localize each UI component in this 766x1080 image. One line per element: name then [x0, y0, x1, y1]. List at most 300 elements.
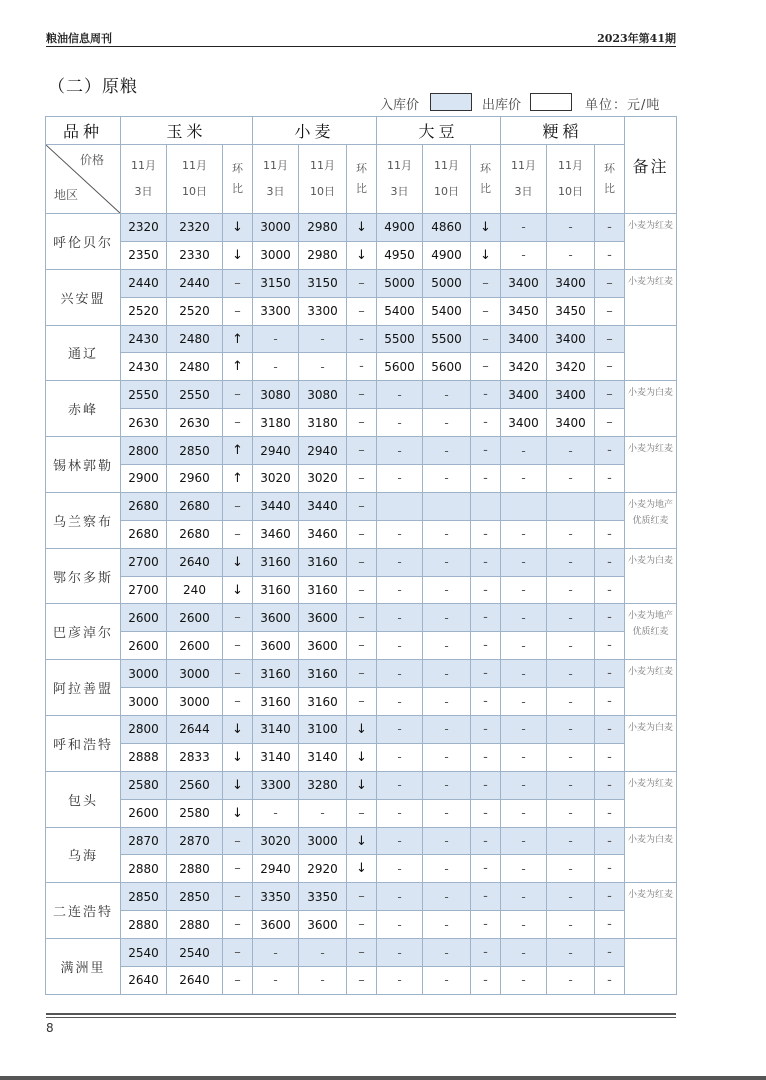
change-indicator: –: [347, 604, 377, 632]
price-cell: 2680: [121, 492, 167, 520]
price-cell: 2888: [121, 743, 167, 771]
price-cell: 3000: [253, 241, 299, 269]
price-cell: -: [377, 883, 423, 911]
price-cell: 5400: [377, 297, 423, 325]
change-indicator: -: [471, 437, 501, 465]
price-cell: -: [547, 855, 595, 883]
in-price-row: [46, 325, 677, 353]
price-cell: 3400: [547, 381, 595, 409]
note-cell: [625, 939, 677, 995]
change-indicator: -: [595, 799, 625, 827]
change-indicator: –: [223, 660, 253, 688]
price-cell: 2440: [121, 269, 167, 297]
wheat-change-header: [347, 145, 377, 214]
price-cell: -: [423, 688, 471, 716]
change-indicator: –: [347, 939, 377, 967]
price-cell: -: [423, 883, 471, 911]
change-indicator: -: [595, 214, 625, 242]
price-cell: 2880: [121, 855, 167, 883]
change-indicator: –: [347, 576, 377, 604]
price-cell: [423, 492, 471, 520]
price-cell: 2520: [167, 297, 223, 325]
change-indicator: -: [471, 632, 501, 660]
change-indicator: –: [595, 409, 625, 437]
region-name: 二连浩特: [46, 883, 121, 939]
unit-label: 单位：元/吨: [585, 98, 661, 113]
note-cell: 小麦为红麦: [625, 214, 677, 270]
price-cell: 3160: [299, 576, 347, 604]
soybean-date2-header: [423, 145, 471, 214]
change-indicator: -: [595, 465, 625, 493]
price-cell: 2440: [167, 269, 223, 297]
price-cell: 2700: [121, 576, 167, 604]
out-price-row: [46, 241, 677, 269]
price-cell: 5000: [377, 269, 423, 297]
price-cell: 3160: [299, 688, 347, 716]
price-cell: 2600: [121, 632, 167, 660]
change-indicator: ↑: [223, 353, 253, 381]
note-header: 备注: [625, 117, 677, 214]
price-cell: -: [377, 967, 423, 995]
price-cell: 2850: [167, 883, 223, 911]
price-cell: 2640: [121, 967, 167, 995]
price-cell: 2630: [167, 409, 223, 437]
change-indicator: -: [471, 716, 501, 744]
change-indicator: ↓: [347, 743, 377, 771]
change-indicator: [471, 492, 501, 520]
variety-header: 品种: [46, 117, 121, 145]
wheat-date2-header: [299, 145, 347, 214]
price-cell: -: [547, 520, 595, 548]
rice-date2-header: [547, 145, 595, 214]
wheat-date1-header: [253, 145, 299, 214]
region-name: 乌海: [46, 827, 121, 883]
change-indicator: –: [223, 297, 253, 325]
price-cell: -: [501, 465, 547, 493]
price-cell: -: [501, 799, 547, 827]
price-cell: 3440: [299, 492, 347, 520]
change-indicator: ↓: [471, 241, 501, 269]
region-name: 通辽: [46, 325, 121, 381]
change-indicator: -: [471, 827, 501, 855]
price-cell: 3160: [253, 576, 299, 604]
change-indicator: -: [595, 827, 625, 855]
change-indicator: -: [471, 771, 501, 799]
price-label: 价格: [79, 153, 104, 167]
price-cell: 2320: [167, 214, 223, 242]
change-indicator: -: [595, 716, 625, 744]
price-cell: 2880: [121, 911, 167, 939]
price-cell: 2540: [167, 939, 223, 967]
region-label: 地区: [54, 188, 79, 202]
change-indicator: –: [223, 632, 253, 660]
change-indicator: -: [595, 241, 625, 269]
price-cell: -: [377, 520, 423, 548]
region-name: 呼伦贝尔: [46, 214, 121, 270]
price-cell: -: [377, 576, 423, 604]
header-row-dates: [46, 145, 677, 214]
price-cell: -: [547, 241, 595, 269]
change-indicator: ↓: [223, 548, 253, 576]
note-cell: 小麦为白麦: [625, 548, 677, 604]
day-label: 3日: [390, 185, 409, 198]
price-cell: -: [547, 660, 595, 688]
month-label: 11月: [263, 159, 288, 172]
day-label: 3日: [134, 185, 153, 198]
price-cell: -: [501, 520, 547, 548]
price-cell: -: [423, 827, 471, 855]
price-cell: 3000: [121, 660, 167, 688]
change-indicator: –: [347, 799, 377, 827]
price-cell: 2940: [299, 437, 347, 465]
price-cell: -: [501, 437, 547, 465]
out-price-row: [46, 688, 677, 716]
price-cell: -: [299, 325, 347, 353]
month-label: 11月: [558, 159, 583, 172]
price-cell: 3300: [253, 771, 299, 799]
change-indicator: -: [471, 381, 501, 409]
bottom-bar: [0, 1076, 766, 1080]
change-indicator: –: [347, 688, 377, 716]
change-indicator: -: [595, 576, 625, 604]
note-cell: 小麦为地产优质红麦: [625, 604, 677, 660]
price-cell: 2900: [121, 465, 167, 493]
price-cell: -: [253, 353, 299, 381]
price-cell: 3600: [253, 911, 299, 939]
corn-date2-header: [167, 145, 223, 214]
change-label-top: 环: [480, 162, 491, 175]
change-indicator: -: [471, 799, 501, 827]
month-label: 11月: [511, 159, 536, 172]
month-label: 11月: [310, 159, 335, 172]
price-cell: 3420: [501, 353, 547, 381]
in-price-row: [46, 771, 677, 799]
price-cell: -: [377, 827, 423, 855]
day-label: 3日: [514, 185, 533, 198]
price-cell: -: [423, 911, 471, 939]
price-cell: -: [377, 939, 423, 967]
note-cell: [625, 325, 677, 381]
price-cell: 2640: [167, 967, 223, 995]
price-cell: [377, 492, 423, 520]
price-cell: 2833: [167, 743, 223, 771]
change-indicator: –: [223, 939, 253, 967]
out-price-legend-label: 出库价: [482, 98, 522, 113]
price-cell: 2520: [121, 297, 167, 325]
price-cell: -: [547, 688, 595, 716]
change-indicator: ↓: [223, 576, 253, 604]
change-indicator: -: [471, 688, 501, 716]
price-cell: -: [377, 604, 423, 632]
out-price-row: [46, 576, 677, 604]
price-cell: -: [423, 660, 471, 688]
price-cell: -: [547, 911, 595, 939]
price-cell: -: [501, 716, 547, 744]
change-indicator: –: [347, 520, 377, 548]
price-cell: 2880: [167, 911, 223, 939]
price-cell: -: [547, 743, 595, 771]
change-indicator: –: [595, 381, 625, 409]
change-indicator: -: [471, 520, 501, 548]
change-indicator: –: [595, 297, 625, 325]
change-indicator: ↓: [347, 716, 377, 744]
price-cell: 2850: [167, 437, 223, 465]
price-cell: -: [377, 716, 423, 744]
price-cell: 3300: [253, 297, 299, 325]
price-cell: 3400: [501, 325, 547, 353]
day-label: 10日: [434, 185, 459, 198]
price-cell: 3460: [253, 520, 299, 548]
change-label-top: 环: [604, 162, 615, 175]
price-cell: 2850: [121, 883, 167, 911]
price-cell: 3600: [299, 604, 347, 632]
change-indicator: -: [595, 604, 625, 632]
price-cell: 3080: [253, 381, 299, 409]
price-cell: 5000: [423, 269, 471, 297]
change-indicator: –: [347, 660, 377, 688]
change-indicator: –: [347, 269, 377, 297]
price-cell: 2430: [121, 325, 167, 353]
price-cell: 3000: [121, 688, 167, 716]
change-indicator: -: [471, 576, 501, 604]
price-cell: -: [253, 939, 299, 967]
price-cell: 4950: [377, 241, 423, 269]
change-indicator: -: [595, 743, 625, 771]
price-cell: 3400: [501, 381, 547, 409]
price-cell: 2350: [121, 241, 167, 269]
price-cell: 2700: [121, 548, 167, 576]
price-cell: -: [299, 967, 347, 995]
in-price-row: [46, 381, 677, 409]
price-cell: 3000: [167, 688, 223, 716]
price-cell: 2644: [167, 716, 223, 744]
price-cell: 2980: [299, 214, 347, 242]
change-indicator: -: [595, 771, 625, 799]
change-indicator: -: [595, 855, 625, 883]
note-cell: 小麦为白麦: [625, 827, 677, 883]
change-indicator: ↑: [223, 325, 253, 353]
change-indicator: –: [223, 883, 253, 911]
out-price-row: [46, 409, 677, 437]
change-indicator: –: [471, 353, 501, 381]
price-cell: 2800: [121, 716, 167, 744]
price-cell: 3600: [299, 911, 347, 939]
change-indicator: –: [223, 967, 253, 995]
note-cell: 小麦为红麦: [625, 437, 677, 493]
note-cell: 小麦为白麦: [625, 381, 677, 437]
price-cell: 4860: [423, 214, 471, 242]
change-indicator: –: [223, 911, 253, 939]
change-indicator: –: [471, 297, 501, 325]
price-cell: 3150: [253, 269, 299, 297]
change-indicator: ↓: [223, 799, 253, 827]
price-cell: -: [299, 353, 347, 381]
change-indicator: ↓: [223, 716, 253, 744]
price-cell: 3160: [253, 660, 299, 688]
footer-rule-thin: [46, 1017, 676, 1018]
header-rule: [46, 46, 676, 47]
price-cell: -: [501, 855, 547, 883]
price-cell: 2430: [121, 353, 167, 381]
change-indicator: –: [347, 632, 377, 660]
change-indicator: –: [347, 297, 377, 325]
region-name: 包头: [46, 771, 121, 827]
change-indicator: -: [347, 325, 377, 353]
grain-price-table: [45, 116, 677, 995]
price-cell: 2980: [299, 241, 347, 269]
region-name: 呼和浩特: [46, 716, 121, 772]
price-cell: 3450: [501, 297, 547, 325]
price-cell: 2680: [167, 520, 223, 548]
running-header: [46, 30, 676, 46]
region-name: 乌兰察布: [46, 492, 121, 548]
change-indicator: ↓: [347, 855, 377, 883]
price-cell: 3020: [253, 827, 299, 855]
price-cell: 3400: [501, 269, 547, 297]
price-cell: -: [547, 576, 595, 604]
change-indicator: -: [347, 353, 377, 381]
price-cell: -: [547, 799, 595, 827]
price-cell: 5600: [423, 353, 471, 381]
price-cell: 2920: [299, 855, 347, 883]
price-cell: 2680: [167, 492, 223, 520]
out-price-row: [46, 353, 677, 381]
price-cell: 3300: [299, 297, 347, 325]
change-indicator: –: [595, 269, 625, 297]
price-cell: -: [501, 660, 547, 688]
price-cell: -: [423, 548, 471, 576]
header-row-crops: [46, 117, 677, 145]
day-label: 10日: [558, 185, 583, 198]
change-indicator: –: [347, 409, 377, 437]
price-cell: 2320: [121, 214, 167, 242]
price-cell: -: [253, 799, 299, 827]
price-cell: 2630: [121, 409, 167, 437]
region-name: 鄂尔多斯: [46, 548, 121, 604]
price-cell: 2800: [121, 437, 167, 465]
change-indicator: -: [471, 883, 501, 911]
price-cell: -: [377, 381, 423, 409]
out-price-row: [46, 465, 677, 493]
price-cell: 3160: [299, 548, 347, 576]
price-cell: -: [377, 743, 423, 771]
price-cell: -: [377, 911, 423, 939]
change-label-bottom: 比: [232, 182, 243, 195]
change-indicator: -: [471, 939, 501, 967]
price-cell: 3450: [547, 297, 595, 325]
change-indicator: -: [471, 855, 501, 883]
price-cell: -: [253, 325, 299, 353]
change-indicator: –: [347, 967, 377, 995]
in-price-row: [46, 827, 677, 855]
change-indicator: –: [595, 325, 625, 353]
price-cell: 3100: [299, 716, 347, 744]
price-cell: 3140: [253, 743, 299, 771]
price-cell: -: [423, 939, 471, 967]
change-indicator: -: [595, 911, 625, 939]
region-name: 阿拉善盟: [46, 660, 121, 716]
price-cell: 5500: [423, 325, 471, 353]
region-name: 锡林郭勒: [46, 437, 121, 493]
price-cell: -: [299, 939, 347, 967]
change-indicator: ↑: [223, 465, 253, 493]
change-indicator: -: [471, 548, 501, 576]
price-cell: 5500: [377, 325, 423, 353]
price-cell: -: [547, 883, 595, 911]
price-cell: -: [501, 883, 547, 911]
in-price-legend-label: 入库价: [380, 98, 420, 113]
change-indicator: –: [347, 548, 377, 576]
price-cell: -: [423, 520, 471, 548]
in-price-row: [46, 437, 677, 465]
price-cell: 3180: [253, 409, 299, 437]
change-indicator: –: [223, 492, 253, 520]
month-label: 11月: [434, 159, 459, 172]
month-label: 11月: [387, 159, 412, 172]
price-cell: -: [423, 576, 471, 604]
page-number: 8: [46, 1021, 54, 1035]
price-cell: 3400: [547, 409, 595, 437]
price-cell: -: [423, 409, 471, 437]
price-cell: -: [501, 743, 547, 771]
change-indicator: ↓: [347, 214, 377, 242]
price-cell: 2870: [167, 827, 223, 855]
price-cell: -: [377, 660, 423, 688]
price-cell: 2480: [167, 325, 223, 353]
price-cell: -: [423, 855, 471, 883]
price-cell: -: [253, 967, 299, 995]
price-cell: -: [547, 437, 595, 465]
price-cell: 2870: [121, 827, 167, 855]
region-name: 巴彦淖尔: [46, 604, 121, 660]
change-indicator: –: [223, 827, 253, 855]
issue-number: 2023年第41期: [597, 32, 676, 45]
price-cell: 2880: [167, 855, 223, 883]
out-price-row: [46, 799, 677, 827]
price-cell: -: [377, 632, 423, 660]
price-cell: 3350: [299, 883, 347, 911]
change-indicator: -: [595, 660, 625, 688]
change-indicator: -: [595, 632, 625, 660]
change-indicator: –: [223, 520, 253, 548]
price-cell: -: [501, 241, 547, 269]
price-cell: 2480: [167, 353, 223, 381]
change-indicator: -: [471, 660, 501, 688]
price-cell: 3600: [253, 632, 299, 660]
out-price-row: [46, 297, 677, 325]
out-price-swatch: [530, 93, 572, 111]
price-cell: 2600: [167, 604, 223, 632]
price-region-corner-cell: [46, 145, 121, 214]
change-indicator: –: [223, 604, 253, 632]
price-cell: -: [501, 911, 547, 939]
price-cell: -: [501, 688, 547, 716]
in-price-row: [46, 548, 677, 576]
price-legend: [380, 93, 680, 113]
price-cell: -: [423, 799, 471, 827]
price-cell: 2680: [121, 520, 167, 548]
price-cell: 2600: [121, 604, 167, 632]
price-cell: 2550: [167, 381, 223, 409]
price-cell: 5400: [423, 297, 471, 325]
change-indicator: –: [347, 465, 377, 493]
change-label-top: 环: [356, 162, 367, 175]
price-cell: -: [501, 939, 547, 967]
price-cell: 240: [167, 576, 223, 604]
change-indicator: –: [471, 269, 501, 297]
change-indicator: –: [347, 883, 377, 911]
price-cell: 2940: [253, 855, 299, 883]
